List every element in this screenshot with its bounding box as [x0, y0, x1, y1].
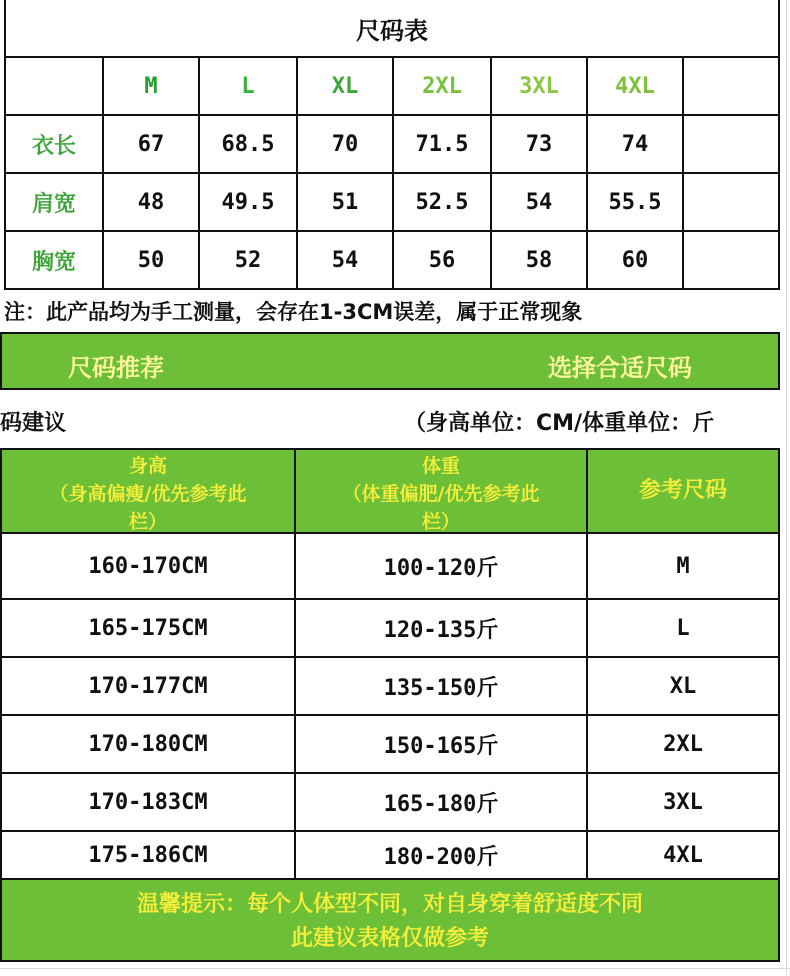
table-cell: 2XL — [663, 731, 703, 757]
recommend-bar-right: 选择合适尺码 — [548, 354, 692, 382]
table-cell: 120-135斤 — [383, 617, 499, 643]
header-weight-title: 体重 — [421, 455, 460, 477]
col-header-l: L — [241, 73, 255, 99]
col-header-xl: XL — [331, 73, 359, 99]
header-weight — [296, 452, 586, 532]
header-height-sub2: 栏） — [128, 511, 167, 532]
recommend-bar-left: 尺码推荐 — [68, 354, 164, 382]
table-cell: 170-177CM — [88, 673, 208, 699]
table-cell: 180-200斤 — [383, 844, 499, 870]
size-table-title: 尺码表 — [4, 0, 780, 58]
table-cell: 71.5 — [415, 131, 469, 157]
advice-line — [0, 392, 790, 448]
col-header-3xl: 3XL — [519, 73, 559, 99]
table-cell: 4XL — [663, 842, 703, 868]
table-cell: 52.5 — [415, 189, 469, 215]
table-cell: 70 — [331, 131, 359, 157]
recommend-bar — [0, 332, 780, 390]
header-height — [2, 452, 294, 532]
col-header-4xl: 4XL — [615, 73, 655, 99]
footer-tip — [0, 880, 780, 962]
col-header-2xl: 2XL — [422, 73, 462, 99]
recommend-table — [0, 448, 780, 880]
table-cell: 50 — [137, 247, 165, 273]
header-size: 参考尺码 — [638, 478, 727, 503]
table-cell: M — [676, 553, 690, 579]
table-cell: 55.5 — [608, 189, 662, 215]
advice-left: 码建议 — [0, 411, 67, 436]
footer-tip-line2: 此建议表格仅做参考 — [290, 926, 489, 951]
header-height-title: 身高 — [128, 455, 167, 477]
table-cell: 67 — [137, 131, 165, 157]
row-label-length: 衣长 — [31, 133, 76, 159]
row-label-shoulder: 肩宽 — [31, 191, 76, 217]
table-cell: 51 — [331, 189, 359, 215]
table-cell: 56 — [428, 247, 456, 273]
table-cell: 170-180CM — [88, 731, 208, 757]
table-cell: 135-150斤 — [383, 675, 499, 701]
table-cell: 160-170CM — [88, 553, 208, 579]
footer-tip-line1: 温馨提示：每个人体型不同，对自身穿着舒适度不同 — [136, 892, 643, 917]
table-cell: 3XL — [663, 789, 703, 815]
table-cell: 100-120斤 — [383, 555, 499, 581]
table-cell: 60 — [621, 247, 649, 273]
row-label-chest: 胸宽 — [31, 249, 76, 275]
table-cell: 165-175CM — [88, 615, 208, 641]
table-cell: 150-165斤 — [383, 733, 499, 759]
table-cell: 48 — [137, 189, 165, 215]
table-cell: L — [676, 615, 690, 641]
size-table — [4, 58, 780, 290]
table-cell: 68.5 — [221, 131, 275, 157]
table-cell: 73 — [525, 131, 553, 157]
header-height-sub: （身高偏瘦/优先参考此 — [49, 483, 247, 505]
table-cell: 49.5 — [221, 189, 275, 215]
table-cell: 54 — [525, 189, 553, 215]
table-cell: 170-183CM — [88, 789, 208, 815]
measurement-note: 注：此产品均为手工测量，会存在1-3CM误差，属于正常现象 — [4, 300, 583, 324]
table-cell: XL — [669, 673, 697, 699]
advice-units: （身高单位：CM/体重单位：斤 — [404, 411, 715, 436]
table-cell: 58 — [525, 247, 553, 273]
table-cell: 175-186CM — [88, 842, 208, 868]
col-header-m: M — [144, 73, 158, 99]
table-cell: 74 — [621, 131, 649, 157]
header-weight-sub: （体重偏肥/优先参考此 — [342, 483, 540, 505]
table-cell: 165-180斤 — [383, 791, 499, 817]
table-cell: 54 — [331, 247, 359, 273]
table-cell: 52 — [234, 247, 262, 273]
header-weight-sub2: 栏） — [421, 511, 460, 532]
